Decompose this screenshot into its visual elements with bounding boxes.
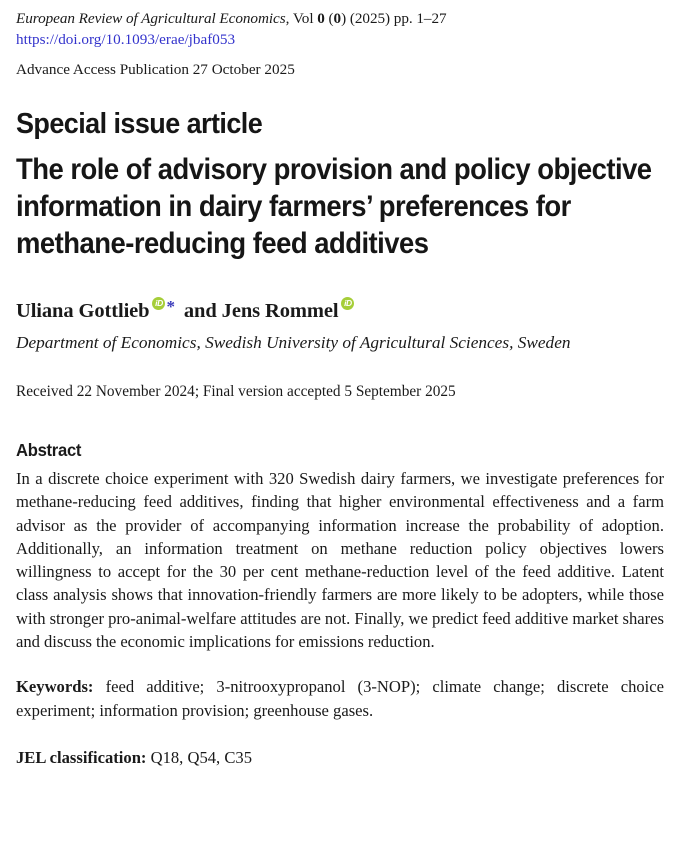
journal-name: European Review of Agricultural Economics bbox=[16, 10, 286, 27]
author-list bbox=[16, 294, 664, 324]
advance-access-line: Advance Access Publication 27 October 2025 bbox=[16, 61, 295, 78]
journal-issue: 0 bbox=[333, 10, 342, 27]
journal-year-pages: (2025) pp. 1–27 bbox=[346, 10, 447, 27]
doi-line bbox=[16, 29, 664, 50]
orcid-id-icon[interactable] bbox=[152, 297, 165, 310]
keywords-label: Keywords: bbox=[16, 677, 94, 697]
author-name-second: Jens Rommel bbox=[221, 300, 339, 322]
jel-codes: Q18, Q54, C35 bbox=[150, 747, 253, 767]
submission-dates: Received 22 November 2024; Final version accepted 5 September 2025 bbox=[16, 383, 456, 400]
abstract-body: In a discrete choice experiment with 320 Swedish dairy farmers, we investigate preferences for methane-reducing feed additives, finding that higher environmental effectiveness and a farm advisor as the provider of accompanying information increase the probability of adoption. Additionally, an information treatment on methane reduction policy objectives lowers willingness to accept for the 30 per cent methane-reduction level of the feed additive. Latent class analysis shows that innovation-friendly farmers are more likely to be adopters, while those with stronger pro-animal-welfare attitudes are not. Finally, we predict feed additive market shares and discuss the economic implications for emissions reduction. bbox=[16, 469, 664, 652]
journal-volume-prefix: , Vol bbox=[285, 10, 318, 27]
keywords-line bbox=[16, 675, 664, 722]
page-title: The role of advisory provision and policy objective information in dairy farmers’ preferences for methane-reducing feed additives bbox=[16, 153, 652, 260]
abstract-heading: Abstract bbox=[16, 440, 82, 460]
journal-volume: 0 bbox=[317, 10, 325, 27]
author-affiliation: Department of Economics, Swedish University of Agricultural Sciences, Sweden bbox=[16, 333, 571, 352]
article-kicker: Special issue article bbox=[16, 108, 263, 140]
corresponding-author-marker: * bbox=[166, 297, 175, 316]
doi-link[interactable]: https://doi.org/10.1093/erae/jbaf053 bbox=[16, 31, 236, 48]
author-conjunction: and bbox=[183, 300, 217, 322]
journal-issue-close: ) bbox=[341, 10, 347, 27]
author-name-first: Uliana Gottlieb bbox=[16, 300, 150, 322]
page-content bbox=[16, 8, 664, 769]
orcid-id-icon[interactable] bbox=[341, 297, 354, 310]
jel-label: JEL classification: bbox=[16, 747, 147, 767]
journal-citation-line bbox=[16, 8, 664, 29]
keywords-text: feed additive; 3-nitrooxypropanol (3-NOP); climate change; discrete choice experiment; information provision; greenhouse gases. bbox=[16, 677, 665, 720]
journal-issue-open: ( bbox=[324, 10, 334, 27]
jel-classification-line bbox=[16, 746, 664, 769]
